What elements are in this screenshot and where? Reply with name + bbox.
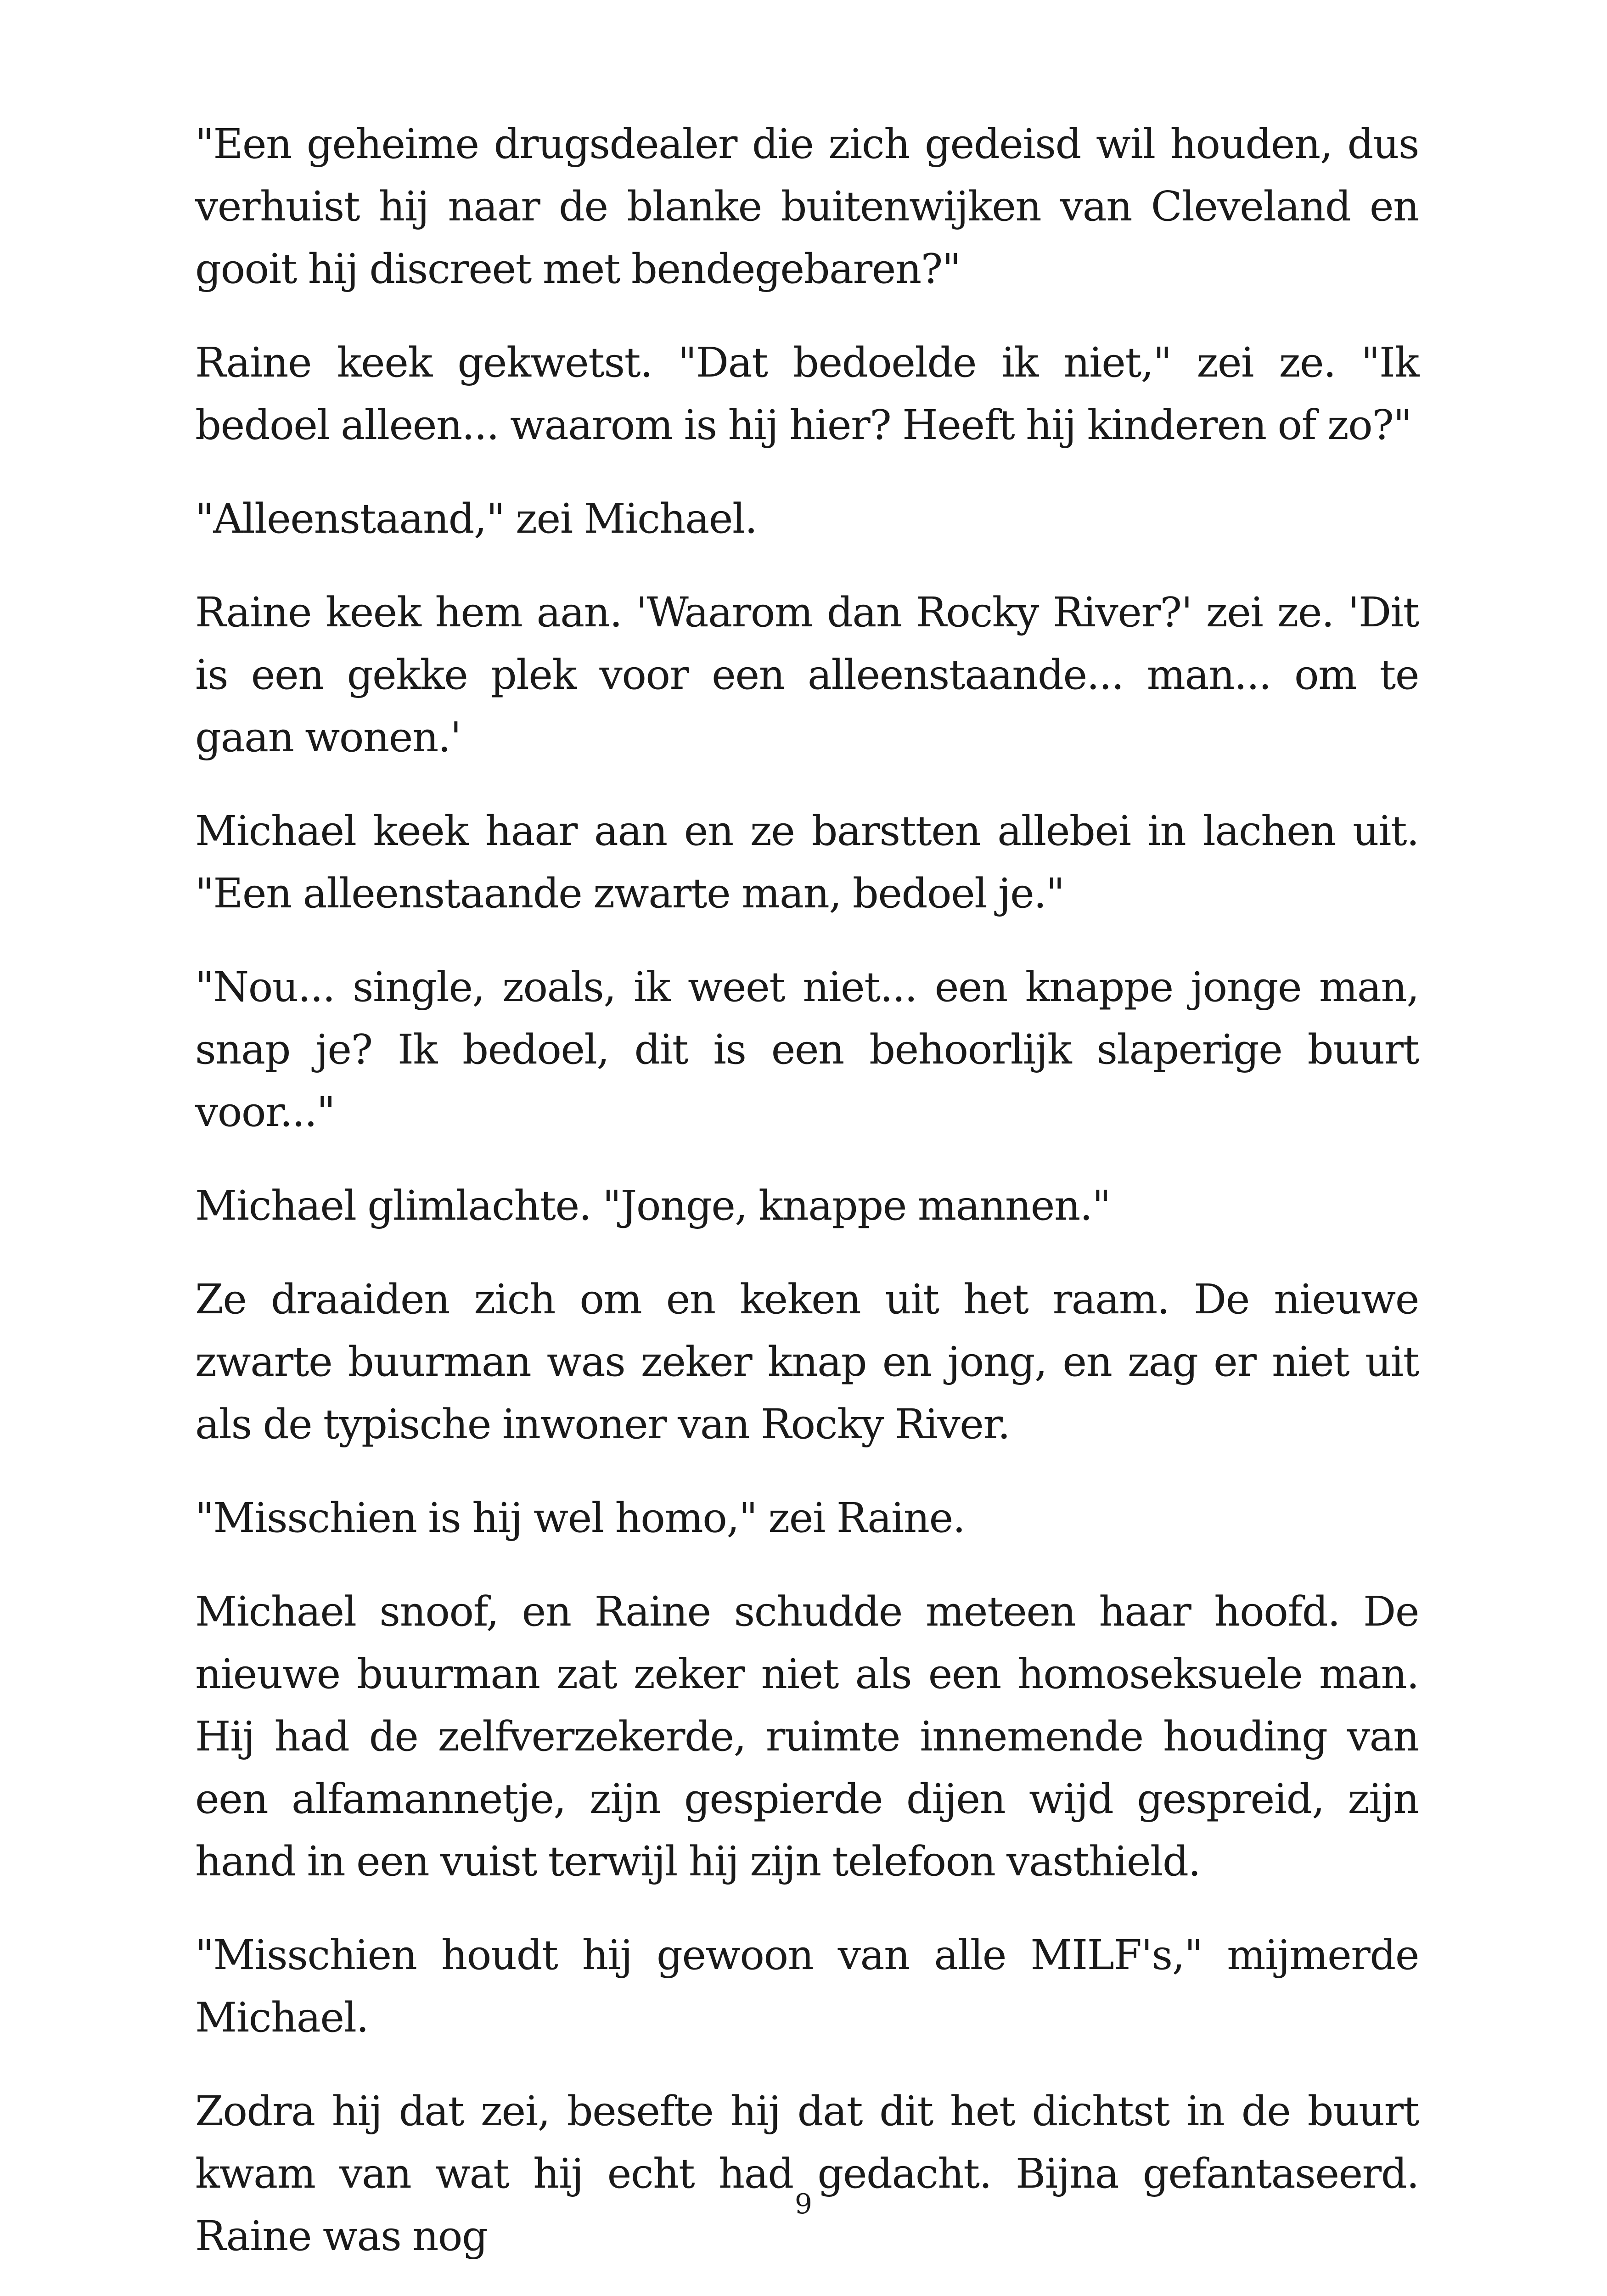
paragraph-5: Michael keek haar aan en ze barstten allebei in lachen uit. "Een alleenstaande zwarte man, bedoel je." [195,807,1419,917]
paragraph-11: "Misschien houdt hij gewoon van alle MILF's," mijmerde Michael. [195,1931,1419,2041]
paragraph-2: Raine keek gekwetst. "Dat bedoelde ik niet," zei ze. "Ik bedoel alleen... waarom is hij hier? Heeft hij kinderen of zo?" [195,338,1419,449]
paragraph-8: Ze draaiden zich om en keken uit het raam. De nieuwe zwarte buurman was zeker knap en jong, en zag er niet uit als de typische inwoner van Rocky River. [195,1275,1419,1448]
paragraph-7: Michael glimlachte. "Jonge, knappe mannen." [195,1182,1111,1229]
paragraph-6: "Nou... single, zoals, ik weet niet... een knappe jonge man, snap je? Ik bedoel, dit is een behoorlijk slaperige buurt voor..." [195,963,1419,1136]
page-number: 9 [794,2188,813,2220]
body-text [195,113,1419,2296]
paragraph-1: "Een geheime drugsdealer die zich gedeisd wil houden, dus verhuist hij naar de blanke buitenwijken van Cleveland en gooit hij discreet met bendegebaren?" [195,120,1419,293]
paragraph-10: Michael snoof, en Raine schudde meteen haar hoofd. De nieuwe buurman zat zeker niet als een homoseksuele man. Hij had de zelfverzekerde, ruimte innemende houding van een alfamannetje, zijn gespierde dijen wijd gespreid, zijn hand in een vuist terwijl hij zijn telefoon vasthield. [195,1587,1419,1885]
paragraph-4: Raine keek hem aan. 'Waarom dan Rocky River?' zei ze. 'Dit is een gekke plek voor een alleenstaande... man... om te gaan wonen.' [195,588,1419,761]
paragraph-12: Zodra hij dat zei, besefte hij dat dit het dichtst in de buurt kwam van wat hij echt had gedacht. Bijna gefantaseerd. Raine was nog [195,2087,1419,2260]
paragraph-9: "Misschien is hij wel homo," zei Raine. [195,1494,965,1542]
paragraph-3: "Alleenstaand," zei Michael. [195,495,757,542]
